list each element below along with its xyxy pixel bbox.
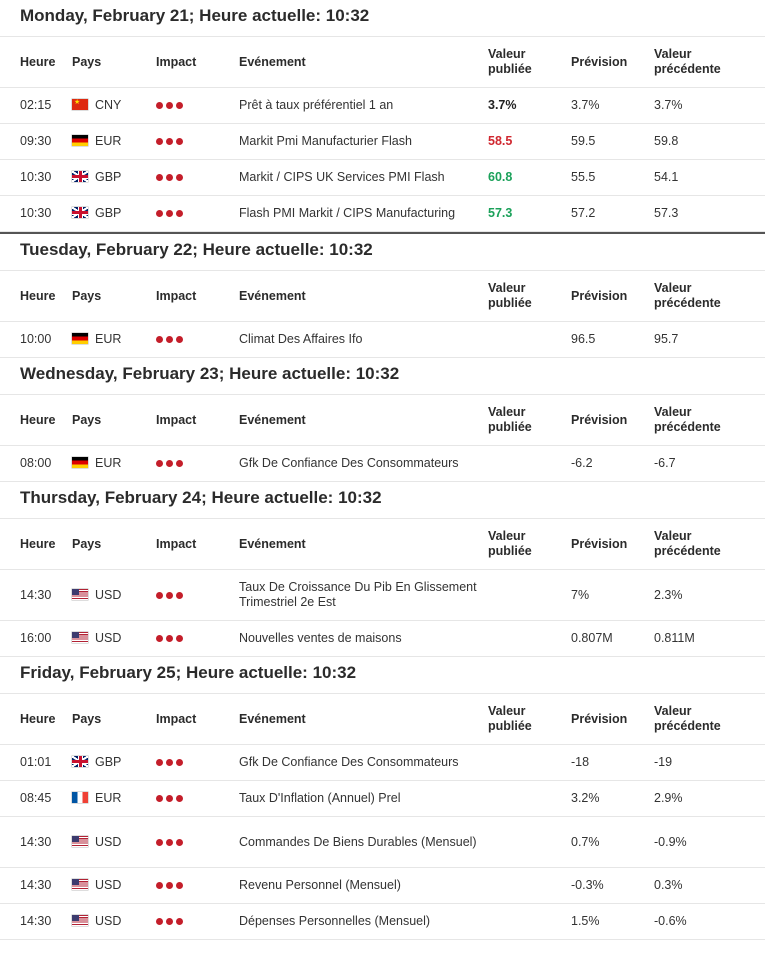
col-header-time[interactable]: Heure [0, 271, 72, 322]
event-previous: 3.7% [654, 88, 765, 124]
impact-dot-icon [166, 759, 173, 766]
impact-dot-icon [156, 336, 163, 343]
impact-dot-icon [156, 759, 163, 766]
event-actual: 3.7% [488, 88, 571, 124]
event-name[interactable]: Gfk De Confiance Des Consommateurs [239, 446, 488, 482]
event-time: 08:00 [0, 446, 72, 482]
event-forecast: 55.5 [571, 160, 654, 196]
col-header-previous-line1: Valeur [654, 281, 692, 295]
impact-dot-icon [176, 635, 183, 642]
col-header-country[interactable]: Pays [72, 37, 156, 88]
event-name[interactable]: Dépenses Personnelles (Mensuel) [239, 904, 488, 940]
impact-dot-icon [156, 460, 163, 467]
event-name[interactable]: Taux De Croissance Du Pib En Glissement Trimestriel 2e Est [239, 570, 488, 621]
event-row[interactable] [0, 88, 765, 124]
event-country [72, 322, 156, 358]
event-row[interactable] [0, 124, 765, 160]
impact-dot-icon [166, 839, 173, 846]
event-forecast: -18 [571, 745, 654, 781]
event-forecast: 3.7% [571, 88, 654, 124]
impact-dot-icon [176, 882, 183, 889]
event-impact [156, 570, 239, 621]
impact-dot-icon [156, 795, 163, 802]
event-time: 08:45 [0, 781, 72, 817]
event-impact [156, 88, 239, 124]
event-forecast: 3.2% [571, 781, 654, 817]
impact-dot-icon [176, 592, 183, 599]
germany-flag-icon [72, 333, 88, 344]
day-section [0, 358, 765, 482]
col-header-impact[interactable]: Impact [156, 694, 239, 745]
day-title: Wednesday, February 23; Heure actuelle: 10:32 [0, 358, 765, 395]
event-forecast: 7% [571, 570, 654, 621]
currency-code: EUR [95, 332, 122, 346]
impact-dot-icon [176, 174, 183, 181]
col-header-previous[interactable] [654, 271, 765, 322]
currency-code: USD [95, 914, 122, 928]
event-impact [156, 196, 239, 232]
currency-code: EUR [95, 456, 122, 470]
col-header-previous-line1: Valeur [654, 529, 692, 543]
impact-dot-icon [156, 210, 163, 217]
event-country [72, 745, 156, 781]
header-row [0, 395, 765, 446]
impact-dots [156, 102, 183, 109]
impact-dot-icon [166, 138, 173, 145]
event-time: 14:30 [0, 904, 72, 940]
impact-dot-icon [166, 795, 173, 802]
col-header-actual-line1: Valeur [488, 529, 526, 543]
currency-code: EUR [95, 134, 122, 148]
header-row [0, 37, 765, 88]
france-flag-icon [72, 792, 88, 803]
impact-dots [156, 795, 183, 802]
event-row[interactable] [0, 745, 765, 781]
col-header-forecast[interactable]: Prévision [571, 395, 654, 446]
event-actual [488, 817, 571, 868]
day-section [0, 657, 765, 940]
event-impact [156, 781, 239, 817]
day-title: Monday, February 21; Heure actuelle: 10:32 [0, 0, 765, 37]
col-header-time[interactable]: Heure [0, 519, 72, 570]
events-table [0, 694, 765, 940]
event-country [72, 781, 156, 817]
impact-dots [156, 918, 183, 925]
col-header-previous-line2: précédente [654, 719, 721, 733]
event-row[interactable] [0, 196, 765, 232]
event-impact [156, 868, 239, 904]
impact-dots [156, 138, 183, 145]
event-previous: 95.7 [654, 322, 765, 358]
impact-dots [156, 635, 183, 642]
event-time: 02:15 [0, 88, 72, 124]
col-header-actual-line2: publiée [488, 544, 532, 558]
event-previous: 57.3 [654, 196, 765, 232]
event-name[interactable]: Markit Pmi Manufacturier Flash [239, 124, 488, 160]
event-time: 14:30 [0, 817, 72, 868]
col-header-previous[interactable] [654, 694, 765, 745]
event-row[interactable] [0, 904, 765, 940]
germany-flag-icon [72, 457, 88, 468]
col-header-actual[interactable] [488, 271, 571, 322]
day-section [0, 0, 765, 232]
event-time: 14:30 [0, 570, 72, 621]
event-name[interactable]: Taux D'Inflation (Annuel) Prel [239, 781, 488, 817]
event-forecast: 0.7% [571, 817, 654, 868]
col-header-previous[interactable] [654, 395, 765, 446]
impact-dot-icon [156, 138, 163, 145]
event-previous: -0.9% [654, 817, 765, 868]
col-header-impact[interactable]: Impact [156, 395, 239, 446]
event-name[interactable]: Revenu Personnel (Mensuel) [239, 868, 488, 904]
event-country [72, 570, 156, 621]
event-actual [488, 868, 571, 904]
header-row [0, 694, 765, 745]
event-row[interactable] [0, 781, 765, 817]
col-header-actual-line2: publiée [488, 296, 532, 310]
impact-dot-icon [176, 102, 183, 109]
col-header-time[interactable]: Heure [0, 694, 72, 745]
event-name[interactable]: Prêt à taux préférentiel 1 an [239, 88, 488, 124]
event-time: 10:30 [0, 196, 72, 232]
usa-flag-icon [72, 632, 88, 643]
event-time: 14:30 [0, 868, 72, 904]
events-table [0, 271, 765, 358]
events-table [0, 519, 765, 657]
day-section [0, 232, 765, 358]
day-section [0, 482, 765, 657]
impact-dots [156, 592, 183, 599]
event-impact [156, 745, 239, 781]
impact-dot-icon [156, 592, 163, 599]
event-forecast: 0.807M [571, 621, 654, 657]
impact-dot-icon [166, 336, 173, 343]
event-actual [488, 745, 571, 781]
event-forecast: -0.3% [571, 868, 654, 904]
impact-dot-icon [166, 102, 173, 109]
impact-dot-icon [166, 460, 173, 467]
impact-dot-icon [156, 635, 163, 642]
event-actual [488, 781, 571, 817]
header-row [0, 271, 765, 322]
currency-code: CNY [95, 98, 122, 112]
col-header-previous-line1: Valeur [654, 47, 692, 61]
event-previous: -19 [654, 745, 765, 781]
event-impact [156, 817, 239, 868]
event-country [72, 160, 156, 196]
impact-dot-icon [156, 882, 163, 889]
col-header-actual[interactable] [488, 519, 571, 570]
event-previous: 2.3% [654, 570, 765, 621]
event-time: 01:01 [0, 745, 72, 781]
day-title: Friday, February 25; Heure actuelle: 10:32 [0, 657, 765, 694]
impact-dot-icon [166, 210, 173, 217]
col-header-time[interactable]: Heure [0, 395, 72, 446]
col-header-actual-line2: publiée [488, 62, 532, 76]
impact-dot-icon [166, 174, 173, 181]
col-header-forecast[interactable]: Prévision [571, 519, 654, 570]
event-country [72, 904, 156, 940]
events-table [0, 37, 765, 232]
event-name[interactable]: Gfk De Confiance Des Consommateurs [239, 745, 488, 781]
event-forecast: 59.5 [571, 124, 654, 160]
impact-dots [156, 460, 183, 467]
impact-dots [156, 174, 183, 181]
event-actual: 58.5 [488, 124, 571, 160]
event-impact [156, 124, 239, 160]
col-header-previous-line1: Valeur [654, 704, 692, 718]
col-header-actual-line1: Valeur [488, 704, 526, 718]
currency-code: USD [95, 878, 122, 892]
col-header-previous-line2: précédente [654, 420, 721, 434]
event-impact [156, 446, 239, 482]
usa-flag-icon [72, 589, 88, 600]
event-previous: 0.811M [654, 621, 765, 657]
event-time: 10:30 [0, 160, 72, 196]
col-header-event[interactable]: Evénement [239, 37, 488, 88]
event-country [72, 196, 156, 232]
impact-dot-icon [166, 918, 173, 925]
impact-dot-icon [166, 635, 173, 642]
col-header-event[interactable]: Evénement [239, 395, 488, 446]
impact-dot-icon [166, 882, 173, 889]
event-previous: 0.3% [654, 868, 765, 904]
impact-dot-icon [176, 759, 183, 766]
impact-dot-icon [156, 839, 163, 846]
day-title: Thursday, February 24; Heure actuelle: 10:32 [0, 482, 765, 519]
event-name[interactable]: Flash PMI Markit / CIPS Manufacturing [239, 196, 488, 232]
col-header-country[interactable]: Pays [72, 694, 156, 745]
impact-dots [156, 210, 183, 217]
event-actual [488, 570, 571, 621]
event-actual [488, 322, 571, 358]
event-impact [156, 322, 239, 358]
uk-flag-icon [72, 171, 88, 182]
event-impact [156, 904, 239, 940]
currency-code: USD [95, 631, 122, 645]
events-table [0, 395, 765, 482]
usa-flag-icon [72, 879, 88, 890]
uk-flag-icon [72, 207, 88, 218]
event-previous: -6.7 [654, 446, 765, 482]
event-previous: -0.6% [654, 904, 765, 940]
impact-dots [156, 759, 183, 766]
col-header-time[interactable]: Heure [0, 37, 72, 88]
event-row[interactable] [0, 322, 765, 358]
event-actual: 60.8 [488, 160, 571, 196]
header-row [0, 519, 765, 570]
impact-dot-icon [176, 336, 183, 343]
col-header-country[interactable]: Pays [72, 395, 156, 446]
col-header-forecast[interactable]: Prévision [571, 271, 654, 322]
event-forecast: 1.5% [571, 904, 654, 940]
china-flag-icon [72, 99, 88, 110]
col-header-impact[interactable]: Impact [156, 271, 239, 322]
impact-dot-icon [176, 138, 183, 145]
event-name[interactable]: Markit / CIPS UK Services PMI Flash [239, 160, 488, 196]
impact-dot-icon [156, 102, 163, 109]
col-header-previous[interactable] [654, 519, 765, 570]
event-actual [488, 446, 571, 482]
col-header-actual[interactable] [488, 395, 571, 446]
col-header-forecast[interactable]: Prévision [571, 694, 654, 745]
col-header-previous-line1: Valeur [654, 405, 692, 419]
event-country [72, 88, 156, 124]
event-forecast: -6.2 [571, 446, 654, 482]
event-time: 10:00 [0, 322, 72, 358]
col-header-event[interactable]: Evénement [239, 271, 488, 322]
col-header-actual-line1: Valeur [488, 281, 526, 295]
impact-dot-icon [176, 918, 183, 925]
currency-code: GBP [95, 755, 122, 769]
event-name[interactable]: Commandes De Biens Durables (Mensuel) [239, 817, 488, 868]
event-row[interactable] [0, 621, 765, 657]
event-country [72, 817, 156, 868]
impact-dot-icon [156, 174, 163, 181]
event-row[interactable] [0, 570, 765, 621]
col-header-event[interactable]: Evénement [239, 694, 488, 745]
germany-flag-icon [72, 135, 88, 146]
event-row[interactable] [0, 446, 765, 482]
impact-dot-icon [156, 918, 163, 925]
col-header-actual-line1: Valeur [488, 47, 526, 61]
col-header-country[interactable]: Pays [72, 271, 156, 322]
event-actual [488, 621, 571, 657]
event-country [72, 446, 156, 482]
col-header-actual-line1: Valeur [488, 405, 526, 419]
usa-flag-icon [72, 836, 88, 847]
col-header-actual[interactable] [488, 37, 571, 88]
event-country [72, 868, 156, 904]
event-country [72, 621, 156, 657]
impact-dots [156, 839, 183, 846]
impact-dot-icon [166, 592, 173, 599]
col-header-forecast[interactable]: Prévision [571, 37, 654, 88]
currency-code: GBP [95, 170, 122, 184]
uk-flag-icon [72, 756, 88, 767]
event-impact [156, 621, 239, 657]
event-row[interactable] [0, 160, 765, 196]
col-header-actual[interactable] [488, 694, 571, 745]
col-header-event[interactable]: Evénement [239, 519, 488, 570]
event-row[interactable] [0, 868, 765, 904]
col-header-impact[interactable]: Impact [156, 519, 239, 570]
event-name[interactable]: Climat Des Affaires Ifo [239, 322, 488, 358]
col-header-previous-line2: précédente [654, 544, 721, 558]
impact-dot-icon [176, 795, 183, 802]
col-header-impact[interactable]: Impact [156, 37, 239, 88]
currency-code: EUR [95, 791, 122, 805]
event-forecast: 96.5 [571, 322, 654, 358]
event-forecast: 57.2 [571, 196, 654, 232]
impact-dots [156, 882, 183, 889]
col-header-actual-line2: publiée [488, 420, 532, 434]
event-actual: 57.3 [488, 196, 571, 232]
day-title: Tuesday, February 22; Heure actuelle: 10:32 [0, 234, 765, 271]
impact-dot-icon [176, 839, 183, 846]
event-name[interactable]: Nouvelles ventes de maisons [239, 621, 488, 657]
event-time: 16:00 [0, 621, 72, 657]
impact-dot-icon [176, 460, 183, 467]
col-header-previous[interactable] [654, 37, 765, 88]
event-previous: 54.1 [654, 160, 765, 196]
event-time: 09:30 [0, 124, 72, 160]
col-header-actual-line2: publiée [488, 719, 532, 733]
col-header-previous-line2: précédente [654, 296, 721, 310]
currency-code: GBP [95, 206, 122, 220]
impact-dots [156, 336, 183, 343]
event-row[interactable] [0, 817, 765, 868]
currency-code: USD [95, 834, 122, 849]
event-previous: 2.9% [654, 781, 765, 817]
event-actual [488, 904, 571, 940]
col-header-previous-line2: précédente [654, 62, 721, 76]
currency-code: USD [95, 587, 122, 602]
col-header-country[interactable]: Pays [72, 519, 156, 570]
impact-dot-icon [176, 210, 183, 217]
event-impact [156, 160, 239, 196]
event-previous: 59.8 [654, 124, 765, 160]
usa-flag-icon [72, 915, 88, 926]
event-country [72, 124, 156, 160]
